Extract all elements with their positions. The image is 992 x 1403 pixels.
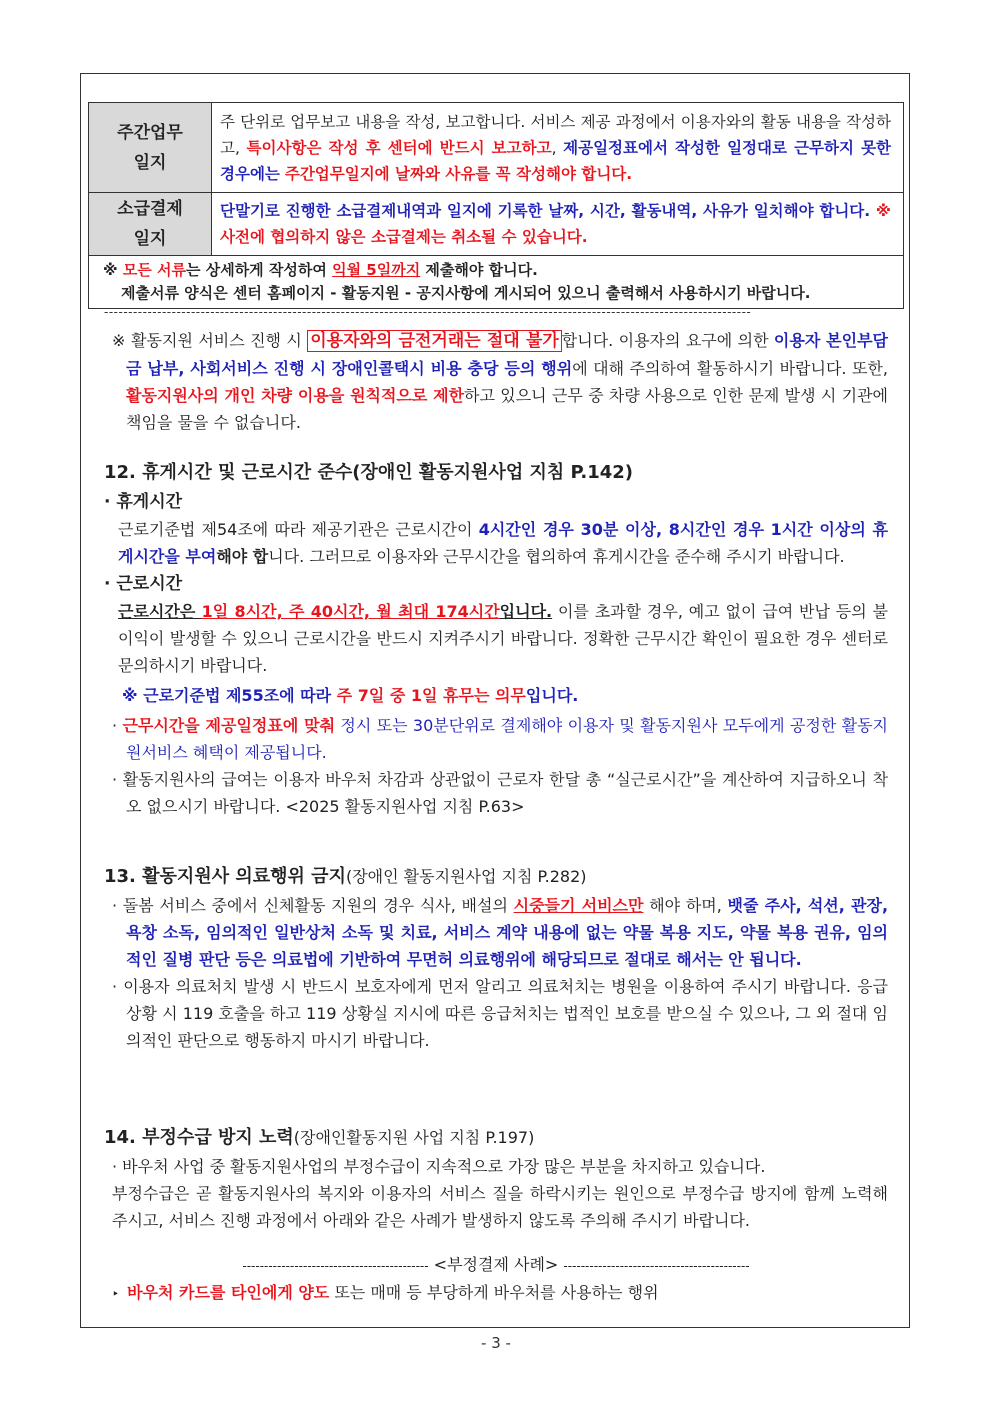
text: 합니다. 이용자의 요구에 의한	[561, 331, 774, 350]
emphasis-text: 익월 5일까지	[332, 261, 421, 279]
emphasis-text: 주간업무일지에 날짜와 사유를 꼭 작성해야 합니다.	[284, 164, 633, 183]
text: 근로시간은	[118, 602, 202, 621]
note-line-1	[103, 259, 893, 282]
medical-paragraph-2: · 이용자 의료처치 발생 시 반드시 보호자에게 먼저 알리고 의료처치는 병원을 이용하여 주시기 바랍니다. 응급상황 시 119 호출을 하고 119 상황실 지시에 따른 응급처치는 법적인 보호를 받으실 수 있으나, 그 외 절대 임의적인 판단으로 행동하지 마시기 바랍니다.	[112, 977, 888, 1050]
fraud-paragraph-2: 부정수급은 곧 활동지원사의 복지와 이용자의 서비스 질을 하락시키는 원인으로 부정수급 방지에 함께 노력해 주시고, 서비스 진행 과정에서 아래와 같은 사례가 발생하지 않도록 주의해 주시기 바랍니다.	[112, 1184, 888, 1230]
medical-paragraph-1	[104, 892, 888, 973]
emphasis-text: 특이사항은 작성 후 센터에 반드시 보고하고	[246, 138, 552, 157]
text: 니다. 그러므로 이용자와 근무시간을 협의하여 휴게시간을 준수해 주시기 바랍니다.	[268, 547, 845, 566]
fraud-case-text	[112, 1279, 896, 1308]
emphasis-text: 활동지원사의 개인 차량 이용을 원칙적으로 제한	[126, 386, 465, 405]
dashed-divider: --------------------------------------------------------------------------------------------------------------------------------------	[104, 305, 752, 319]
subsection-label: · 휴게시간	[104, 492, 183, 512]
section-14	[104, 1123, 888, 1234]
fraud-case-item	[112, 1279, 896, 1308]
emphasis-text: 단말기로 진행한 소급결제내역과 일지에 기록한 날짜, 시간, 활동내역, 사유가 일치해야 합니다.	[220, 202, 871, 220]
table-row	[89, 103, 904, 193]
text: 정시 또는 30분단위로 결제해야 이용자 및 활동지원사 모두에게 공정한 활동지원서비스 혜택이 제공됩니다.	[126, 716, 888, 762]
text: 입니다.	[499, 602, 553, 621]
table-header-retro-payment-log: 소급결제 일지	[89, 193, 212, 256]
fraud-paragraph-1: · 바우처 사업 중 활동지원사업의 부정수급이 지속적으로 가장 많은 부분을 차지하고 있습니다.	[112, 1157, 766, 1176]
section-title: 12. 휴게시간 및 근로시간 준수(장애인 활동지원사업 지침 P.142)	[104, 462, 634, 483]
emphasis-text: 모든 서류	[122, 261, 186, 279]
emphasis-text: 제공일정표에서 작성한 일정대로 근무하지 못한 경우에는	[220, 138, 892, 183]
emphasis-text: 뱃줄 주사, 석션, 관장, 욕창 소독, 임의적인 일반상처 소독 및 치료, 서비스 계약 내용에 없는 약물 복용 지도, 약물 복용 권유, 임의적인 질병 판단 등은 의료법에 기반하여 무면허 의료행위에 해당되므로 절대로 해서는 안 됩니다.	[126, 896, 889, 969]
work-paragraph	[104, 598, 888, 679]
section-title	[104, 1123, 888, 1153]
table-row	[89, 256, 904, 309]
bullet-icon: ‣	[112, 1287, 120, 1301]
text: 제출해야 합니다.	[420, 261, 538, 279]
emphasis-text: 주 7일 중 1일 휴무는 의무	[336, 686, 526, 705]
divider-label: <부정결제 사례>	[433, 1255, 559, 1274]
text: 는 상세하게 작성하여	[186, 261, 333, 279]
table-row	[89, 193, 904, 256]
rest-paragraph	[104, 516, 888, 570]
text: ,	[551, 138, 564, 157]
emphasis-text: 이용자와의 금전거래는 절대 불가	[307, 330, 562, 352]
emphasis-text: 1일 8시간, 주 40시간, 월 최대 174시간	[201, 602, 500, 621]
table-cell-retro-payment-log	[212, 193, 904, 256]
fraud-cases-divider	[104, 1252, 888, 1279]
table-header-weekly-log: 주간업무 일지	[89, 103, 212, 193]
emphasis-text: 4시간인 경우 30분 이상, 8시간인 경우 1시간 이상의 휴게시간을 부여	[118, 520, 888, 566]
table-note	[89, 256, 904, 309]
text: ※ 근로기준법 제55조에 따라	[122, 686, 337, 705]
text: 주 단위로 업무보고 내용을 작성, 보고합니다. 서비스 제공 과정에서 이용자와의 활동 내용을 작성하고,	[220, 112, 891, 157]
text: ※ 활동지원 서비스 진행 시	[112, 331, 308, 350]
text: 근로기준법 제54조에 따라 제공기관은 근로시간이	[118, 520, 479, 539]
dashes: -------------------------------------------	[242, 1259, 429, 1273]
document-table	[88, 102, 904, 309]
text: 에 대해 주의하여 활동하시기 바랍니다. 또한,	[572, 359, 888, 378]
emphasis-text: 이용자 본인부담금 납부, 사회서비스 진행 시 장애인콜택시 비용 충당 등의 행위	[126, 331, 888, 378]
law-note	[104, 682, 888, 709]
emphasis-text: 근무시간을 제공일정표에 맞춰	[122, 716, 336, 735]
text: · 돌봄 서비스 중에서 신체활동 지원의 경우 식사, 배설의	[112, 896, 514, 915]
text: 이를 초과할 경우, 예고 없이 급여 반납 등의 불이익이 발생할 수 있으니 근로시간을 반드시 지켜주시기 바랍니다. 정확한 근무시간 확인이 필요한 경우 센터로 문의하시기 바랍니다.	[118, 602, 888, 675]
subsection-label: · 근로시간	[104, 574, 183, 594]
note-line-2: 제출서류 양식은 센터 홈페이지 - 활동지원 - 공지사항에 게시되어 있으니 출력해서 사용하시기 바랍니다.	[121, 284, 811, 302]
section-12	[104, 458, 888, 820]
table-cell-weekly-log	[212, 103, 904, 193]
text: (장애인활동지원 사업 지침 P.197)	[293, 1128, 535, 1147]
page-number: - 3 -	[481, 1334, 511, 1352]
schedule-paragraph	[104, 712, 888, 766]
text: 14. 부정수급 방지 노력	[104, 1127, 294, 1148]
dashes: -------------------------------------------	[563, 1259, 750, 1273]
text: ※	[103, 261, 123, 279]
text: (장애인 활동지원사업 지침 P.282)	[345, 867, 587, 886]
text: ·	[112, 716, 123, 735]
section-title	[104, 862, 888, 892]
text: 13. 활동지원사 의료행위 금지	[104, 866, 346, 887]
emphasis-text: 시중들기 서비스만	[513, 896, 644, 915]
pay-paragraph: · 활동지원사의 급여는 이용자 바우처 차감과 상관없이 근로자 한달 총 “실근로시간”을 계산하여 지급하오니 착오 없으시기 바랍니다. <2025 활동지원사업 지침 P.63>	[112, 770, 888, 816]
section-13	[104, 862, 888, 1054]
emphasis-text: ※사전에 협의하지 않은 소급결제는 취소될 수 있습니다.	[220, 202, 892, 246]
text: 해야 하며,	[643, 896, 728, 915]
emphasis-text: 바우처 카드를 타인에게 양도	[127, 1283, 330, 1302]
warning-paragraph	[104, 327, 888, 436]
text: 또는 매매 등 부당하게 바우처를 사용하는 행위	[329, 1283, 659, 1302]
text: 해야 합	[216, 547, 269, 566]
warning-block	[104, 327, 888, 436]
text: 입니다.	[525, 686, 579, 705]
text: 하고 있으니 근무 중 차량 사용으로 인한 문제 발생 시 기관에 책임을 물을 수 없습니다.	[126, 386, 888, 432]
